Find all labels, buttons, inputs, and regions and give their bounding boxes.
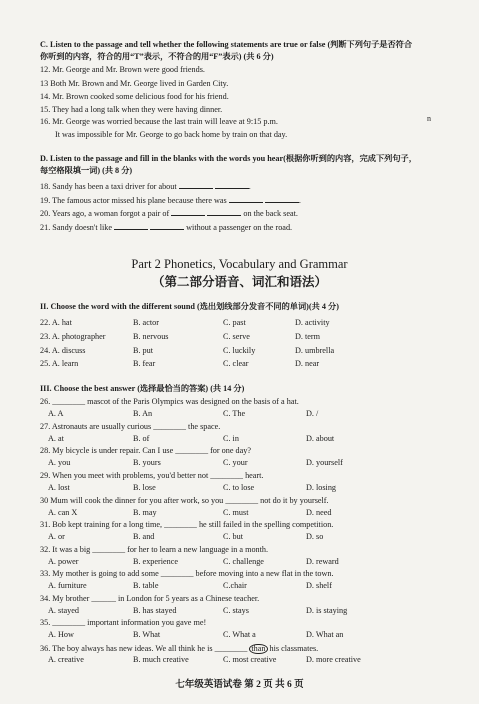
blank[interactable] — [215, 181, 249, 189]
question-row: 23. A. photographer B. nervous C. serve D. term — [40, 332, 321, 341]
part-2-title: Part 2 Phonetics, Vocabulary and Grammar — [131, 257, 348, 271]
question-35: 35. ________ important information you gave me! — [40, 618, 207, 627]
section-ii-instruction: II. Choose the word with the different sound (选出划线部分发音不同的单词)(共 4 分) — [40, 302, 339, 311]
item-16: 16. Mr. George was worried because the last train will leave at 9:15 p.m. — [40, 117, 278, 126]
section-c-instruction-2: 你听到的内容，符合的用“T”表示，不符合的用“F”表示) (共 6 分) — [40, 52, 274, 61]
options-34: A. stayed B. has stayed C. stays D. is staying — [48, 606, 348, 615]
options-31: A. or B. and C. but D. so — [48, 532, 324, 541]
item-16-continued: It was impossible for Mr. George to go back home by train on that day. — [55, 130, 288, 139]
item-19: 19. The famous actor missed his plane because there was . — [40, 196, 301, 205]
blank[interactable] — [171, 208, 205, 216]
blank[interactable] — [265, 195, 299, 203]
blank[interactable] — [179, 181, 213, 189]
item-14: 14. Mr. Brown cooked some delicious food for his friend. — [40, 92, 229, 101]
question-row: 25. A. learn B. fear C. clear D. near — [40, 359, 320, 368]
item-18: 18. Sandy has been a taxi driver for about . — [40, 182, 251, 191]
item-15: 15. They had a long talk when they were having dinner. — [40, 105, 223, 114]
options-29: A. lost B. lose C. to lose D. losing — [48, 483, 337, 492]
question-36: 36. The boy always has new ideas. We all think he is ________ than his classmates. — [40, 644, 319, 653]
section-d-instruction-2: 每空格限填一词) (共 8 分) — [40, 166, 133, 175]
options-27: A. at B. of C. in D. about — [48, 434, 335, 443]
blank[interactable] — [114, 222, 148, 230]
question-34: 34. My brother ______ in London for 5 years as a Chinese teacher. — [40, 594, 260, 603]
handwritten-mark: n — [427, 114, 431, 123]
blank[interactable] — [207, 208, 241, 216]
item-12: 12. Mr. George and Mr. Brown were good friends. — [40, 65, 205, 74]
options-26: A. A B. An C. The D. / — [48, 409, 319, 418]
blank[interactable] — [150, 222, 184, 230]
options-35: A. How B. What C. What a D. What an — [48, 630, 344, 639]
blank[interactable] — [229, 195, 263, 203]
item-13: 13 Both Mr. Brown and Mr. George lived in Garden City. — [40, 79, 229, 88]
page-footer: 七年级英语试卷 第 2 页 共 6 页 — [175, 680, 304, 690]
item-20: 20. Years ago, a woman forgot a pair of on the back seat. — [40, 209, 298, 218]
section-c-instruction: C. Listen to the passage and tell whether the following statements are true or false (判断下列句子是否符合 — [40, 40, 413, 49]
question-27: 27. Astronauts are usually curious ________ the space. — [40, 422, 221, 431]
section-iii-instruction: III. Choose the best answer (选择最恰当的答案) (共 14 分) — [40, 384, 245, 393]
question-32: 32. It was a big ________ for her to learn a new language in a month. — [40, 545, 269, 554]
question-28: 28. My bicycle is under repair. Can I use ________ for one day? — [40, 446, 251, 455]
question-26: 26. ________ mascot of the Paris Olympics was designed on the basis of a hat. — [40, 397, 299, 406]
question-29: 29. When you meet with problems, you'd better not ________ heart. — [40, 471, 264, 480]
question-31: 31. Bob kept training for a long time, ________ he still failed in the spelling competition. — [40, 520, 334, 529]
options-36: A. creative B. much creative C. most creative D. more creative — [48, 655, 361, 664]
question-30: 30 Mum will cook the dinner for you after work, so you ________ not do it by yourself. — [40, 496, 329, 505]
options-32: A. power B. experience C. challenge D. reward — [48, 557, 339, 566]
section-d-instruction: D. Listen to the passage and fill in the blanks with the words you hear(根据你听到的内容，完成下列句子， — [40, 154, 417, 163]
options-33: A. furniture B. table C.chair D. shelf — [48, 581, 332, 590]
question-row: 22. A. hat B. actor C. past D. activity — [40, 318, 330, 327]
options-28: A. you B. yours C. your D. yourself — [48, 458, 343, 467]
question-33: 33. My mother is going to add some ________ before moving into a new flat in the town. — [40, 569, 334, 578]
question-row: 24. A. discuss B. put C. luckily D. umbrella — [40, 346, 335, 355]
part-2-subtitle: （第二部分语音、词汇和语法） — [151, 275, 327, 289]
options-30: A. can X B. may C. must D. need — [48, 508, 332, 517]
circled-word: than — [251, 644, 266, 653]
item-21: 21. Sandy doesn't like without a passenger on the road. — [40, 223, 293, 232]
